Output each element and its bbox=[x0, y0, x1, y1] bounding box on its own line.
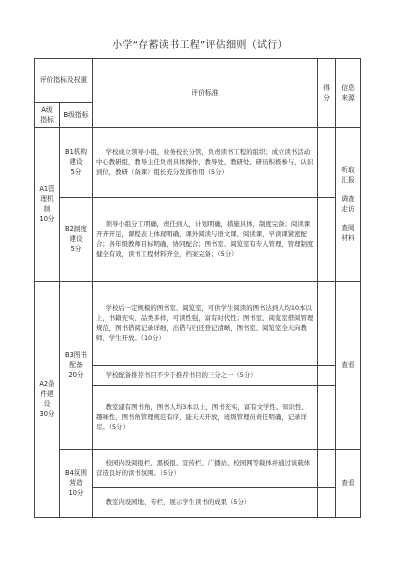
a1-label bbox=[35, 128, 60, 282]
b3-score-3 bbox=[318, 386, 336, 450]
source-line: 调查 bbox=[341, 194, 355, 203]
source-line: 走访 bbox=[341, 204, 355, 213]
page-title: 小学“存蓄读书工程”评估细则（试行） bbox=[112, 40, 288, 51]
a2-points: 30分 bbox=[39, 409, 55, 418]
b2-points: 5分 bbox=[70, 244, 82, 253]
b3-score-2 bbox=[318, 366, 336, 386]
standard-header: 评价标准 bbox=[93, 59, 318, 128]
source-line: 材料 bbox=[341, 233, 355, 242]
indicator-weight-header: 评价指标及权重 bbox=[35, 59, 93, 103]
source-line: 汇报 bbox=[341, 176, 355, 185]
b4-points: 10分 bbox=[68, 488, 84, 497]
b1-score bbox=[318, 128, 336, 198]
b2-standard: 领导小组分工明确，责任到人，计划明确，措施具体，制度完备；阅读课开齐开足，课程表上体现明确，课外阅读与语文课、阅读课、早读课紧密配合；各年级教师目标明确，协同配合；图书室、阅览室有专人管理，管理制度健全有效，读书工程材料齐全，档案完备；（5分） bbox=[93, 198, 318, 282]
a2-source-2: 查看 bbox=[336, 450, 361, 518]
b3-standard-2: 学校配备推荐书目不少于推荐书目的三分之一（5分） bbox=[93, 366, 318, 386]
b2-score bbox=[318, 198, 336, 282]
b3-name: B3图书配备 bbox=[65, 351, 87, 369]
a2-source-1: 查看 bbox=[336, 282, 361, 450]
a1-source bbox=[336, 128, 361, 282]
a2-label bbox=[35, 282, 60, 518]
b1-name: B1机构建设 bbox=[65, 148, 87, 166]
b4-score-1 bbox=[318, 450, 336, 488]
b3-points: 20分 bbox=[68, 370, 84, 379]
a1-name: A1管理机制 bbox=[39, 185, 55, 213]
b1-points: 5分 bbox=[70, 167, 82, 176]
b2-name: B2制度建设 bbox=[65, 225, 87, 243]
b4-standard-2: 教室内设园地、专栏，展示学生读书的成果（5分） bbox=[93, 488, 318, 518]
score-header: 得分 bbox=[318, 59, 336, 128]
source-header: 信息来源 bbox=[336, 59, 361, 128]
b3-score-1 bbox=[318, 282, 336, 366]
a1-points: 10分 bbox=[39, 214, 55, 223]
b4-name: B4氛围营造 bbox=[65, 469, 87, 487]
b1-standard: 学校成立领导小组，业务校长分管，负责读书工程的组织；成立读书活动中心教研组，教导主任负责具体操作，教导处、教研处、研员积极参与、认识到位，教研（备课）组长充分发挥作用（5分） bbox=[93, 128, 318, 198]
b4-standard-1: 校园内设阅报栏、黑板报、宣传栏、广播站、校园网等载体并通过该载体营造良好的读书氛围。（5分） bbox=[93, 450, 318, 488]
level-a-header: A级指标 bbox=[35, 103, 60, 128]
level-b-header: B级指标 bbox=[60, 103, 93, 128]
evaluation-table bbox=[34, 58, 361, 518]
source-line: 查阅 bbox=[341, 223, 355, 232]
b3-standard-3: 教室建有图书角，图书人均3本以上，图书充实，富有文学性、知识性、趣味性，图书角管理规范有序，能天天开放，班级管理员责任明确，记录详尽。（5分） bbox=[93, 386, 318, 450]
b3-standard-1: 学校后一定规模的图书室、阅览室，可供学生阅读的图书达到人均10本以上，书籍充实、品类多样，可读性强，富有时代性；图书室、阅览室借阅管理规范，图书借阅记录详细，出借与归还登记清晰，图书室、阅览室全天向教师、学生开放。（10分） bbox=[93, 282, 318, 366]
b4-score-2 bbox=[318, 488, 336, 518]
source-line: 听取 bbox=[341, 166, 355, 175]
a2-name: A2条件建设 bbox=[39, 380, 55, 408]
